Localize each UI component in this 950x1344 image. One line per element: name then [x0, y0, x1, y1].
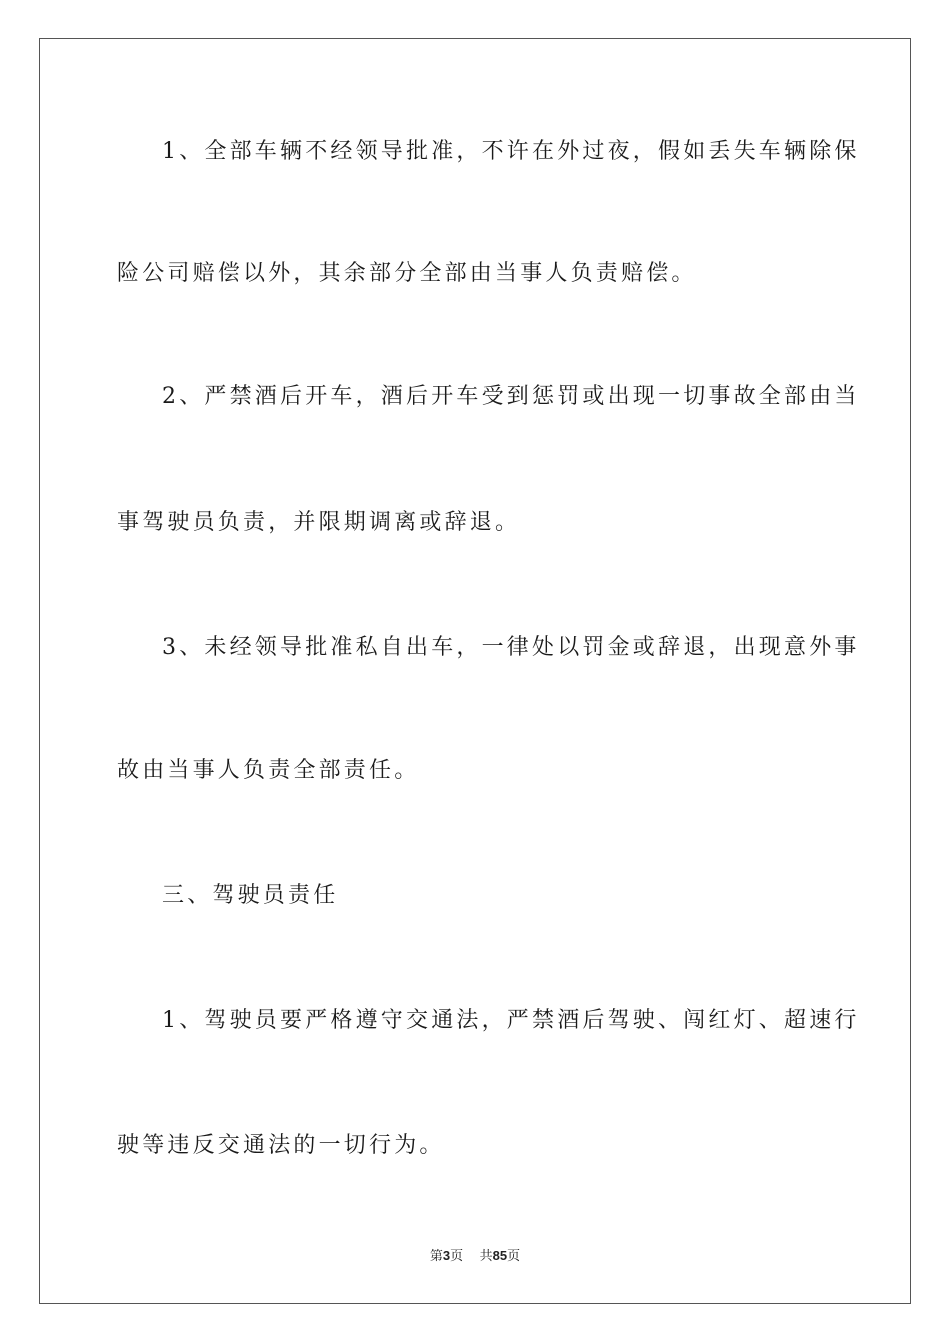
footer-total-prefix: 共 [479, 1249, 493, 1264]
paragraph-4-line-2: 驶等违反交通法的一切行为。 [117, 1133, 445, 1158]
paragraph-2-line-1: 2、严禁酒后开车，酒后开车受到惩罚或出现一切事故全部由当 [162, 384, 860, 409]
footer-total-pages: 85 [492, 1248, 508, 1263]
paragraph-3-line-2: 故由当事人负责全部责任。 [117, 758, 420, 783]
footer-total-suffix: 页 [507, 1249, 521, 1264]
paragraph-1-line-2: 险公司赔偿以外，其余部分全部由当事人负责赔偿。 [117, 261, 697, 286]
footer-page-prefix: 第 [429, 1249, 443, 1264]
paragraph-1-line-1: 1、全部车辆不经领导批准，不许在外过夜，假如丢失车辆除保 [162, 139, 860, 164]
paragraph-4-line-1: 1、驾驶员要严格遵守交通法，严禁酒后驾驶、闯红灯、超速行 [162, 1008, 860, 1033]
section-heading: 三、驾驶员责任 [162, 883, 339, 908]
page-footer [0, 1247, 950, 1266]
page-border [39, 38, 911, 1304]
paragraph-2-line-2: 事驾驶员负责，并限期调离或辞退。 [117, 510, 521, 535]
footer-page-number: 3 [442, 1248, 451, 1263]
footer-page-suffix: 页 [450, 1249, 464, 1264]
paragraph-3-line-1: 3、未经领导批准私自出车，一律处以罚金或辞退，出现意外事 [162, 635, 860, 660]
